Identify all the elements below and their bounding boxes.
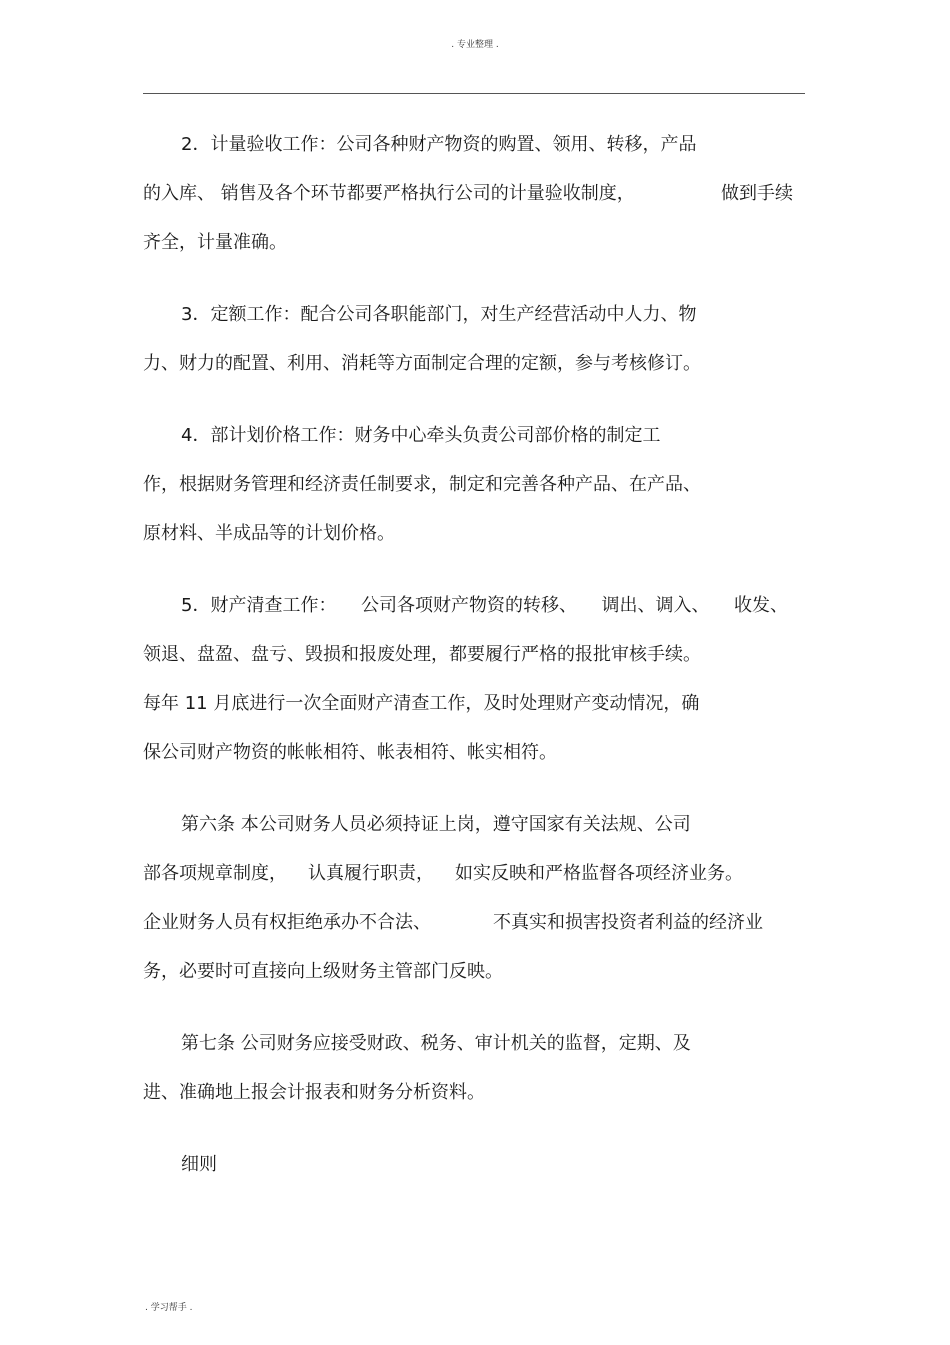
paragraph-line: 第七条 公司财务应接受财政、税务、审计机关的监督，定期、及 — [181, 1033, 691, 1054]
line-segment: 不真实和损害投资者利益的经济业 — [493, 912, 763, 933]
line-segment: 公司各项财产物资的转移、 — [360, 595, 577, 616]
page-footer: . 学习帮手 . — [145, 1303, 193, 1313]
paragraph-line: 作，根据财务管理和经济责任制要求，制定和完善各种产品、在产品、 — [143, 474, 701, 495]
line-segment: 调出、调入、 — [601, 595, 710, 616]
document-body — [143, 128, 808, 1220]
line-segment: 的入库、 销售及各个环节都要严格执行公司的计量验收制度， — [143, 183, 635, 204]
paragraph-line: 2．计量验收工作：公司各种财产物资的购置、领用、转移，产品 — [181, 134, 697, 155]
line-segment: 做到手续 — [721, 183, 793, 204]
paragraph-line: 每年 11 月底进行一次全面财产清查工作，及时处理财产变动情况，确 — [143, 693, 700, 714]
line-segment: 如实反映和严格监督各项经济业务。 — [455, 863, 743, 884]
paragraph-line: 进、准确地上报会计报表和财务分析资料。 — [143, 1082, 485, 1103]
paragraph-line — [143, 589, 788, 638]
paragraph-line: 3．定额工作：配合公司各职能部门，对生产经营活动中人力、物 — [181, 304, 697, 325]
paragraph-line: 务，必要时可直接向上级财务主管部门反映。 — [143, 961, 503, 982]
paragraph-line: 领退、盘盈、盘亏、毁损和报废处理，都要履行严格的报批审核手续。 — [143, 644, 701, 665]
line-segment: 收发、 — [734, 595, 788, 616]
article-six — [143, 808, 808, 1004]
article-seven — [143, 1027, 808, 1125]
details-heading — [143, 1148, 808, 1197]
line-segment: 部各项规章制度， — [143, 863, 287, 884]
paragraph-line: 原材料、半成品等的计划价格。 — [143, 523, 395, 544]
paragraph-line: 4．部计划价格工作：财务中心牵头负责公司部价格的制定工 — [181, 425, 661, 446]
paragraph-line — [143, 857, 743, 906]
paragraph-line: 齐全，计量准确。 — [143, 232, 287, 253]
section-heading: 细则 — [181, 1154, 217, 1175]
paragraph-line: 力、财力的配置、利用、消耗等方面制定合理的定额，参与考核修订。 — [143, 353, 701, 374]
paragraph-planned-price — [143, 419, 808, 566]
line-segment: 5．财产清查工作： — [181, 595, 337, 616]
paragraph-measurement-acceptance — [143, 128, 808, 275]
paragraph-line: 第六条 本公司财务人员必须持证上岗，遵守国家有关法规、公司 — [181, 814, 691, 835]
header-divider — [143, 93, 805, 94]
paragraph-line — [143, 906, 763, 955]
page-header: . 专业整理 . — [451, 40, 499, 50]
line-segment: 企业财务人员有权拒绝承办不合法、 — [143, 912, 431, 933]
paragraph-property-inventory — [143, 589, 808, 785]
paragraph-line — [143, 177, 793, 226]
paragraph-line: 保公司财产物资的帐帐相符、帐表相符、帐实相符。 — [143, 742, 557, 763]
paragraph-quota-work — [143, 298, 808, 396]
line-segment: 认真履行职责， — [308, 863, 434, 884]
